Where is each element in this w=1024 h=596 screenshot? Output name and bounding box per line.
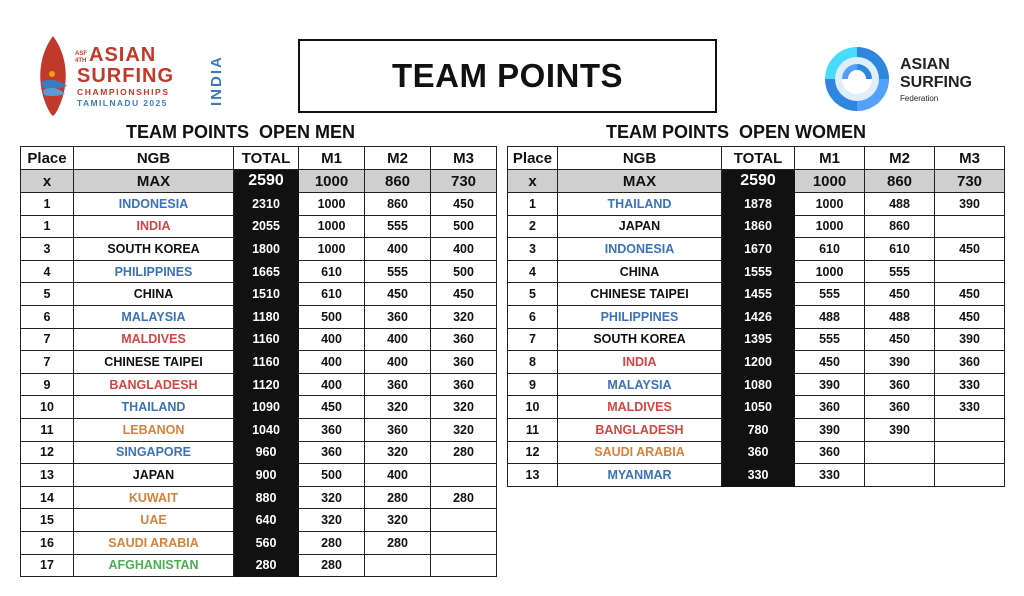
table-row — [508, 260, 1005, 283]
m2-cell: 610 — [865, 238, 935, 261]
m1-cell: 400 — [299, 373, 365, 396]
place-cell: 15 — [21, 509, 74, 532]
m2-cell: 280 — [365, 486, 431, 509]
table-row — [21, 441, 497, 464]
m1-cell: 450 — [299, 396, 365, 419]
total-cell: 1665 — [234, 260, 299, 283]
ngb-cell: SOUTH KOREA — [74, 238, 234, 261]
m3-cell — [935, 418, 1005, 441]
m1-cell: 1000 — [299, 215, 365, 238]
m3-cell — [431, 554, 497, 577]
table-row — [21, 215, 497, 238]
place-cell: 3 — [21, 238, 74, 261]
total-cell: 560 — [234, 531, 299, 554]
ngb-cell: THAILAND — [74, 396, 234, 419]
place-cell: 3 — [508, 238, 558, 261]
ngb-cell: PHILIPPINES — [558, 305, 722, 328]
ngb-cell: CHINA — [74, 283, 234, 306]
total-cell: 780 — [722, 418, 795, 441]
col-place: Place — [21, 147, 74, 170]
table-row — [21, 531, 497, 554]
m1-cell: 610 — [299, 283, 365, 306]
col-m1: M1 — [299, 147, 365, 170]
total-cell: 2310 — [234, 193, 299, 216]
place-cell: 11 — [508, 418, 558, 441]
ngb-cell: MALAYSIA — [558, 373, 722, 396]
col-m3: M3 — [431, 147, 497, 170]
m2-cell: 488 — [865, 193, 935, 216]
total-cell: 960 — [234, 441, 299, 464]
m3-cell: 320 — [431, 305, 497, 328]
total-cell: 1426 — [722, 305, 795, 328]
m2-cell: 360 — [365, 418, 431, 441]
logo-asf: ASF — [75, 51, 87, 57]
max-m1: 1000 — [795, 170, 865, 193]
total-cell: 1200 — [722, 351, 795, 374]
women-table — [507, 146, 1005, 487]
title-box — [298, 39, 717, 113]
m1-cell: 488 — [795, 305, 865, 328]
ngb-cell: BANGLADESH — [74, 373, 234, 396]
max-total: 2590 — [234, 170, 299, 193]
logo-line2: SURFING — [77, 65, 174, 87]
table-row — [21, 418, 497, 441]
ngb-cell: SINGAPORE — [74, 441, 234, 464]
table-row — [21, 305, 497, 328]
m2-cell: 860 — [865, 215, 935, 238]
table-row — [508, 464, 1005, 487]
m1-cell: 400 — [299, 328, 365, 351]
surfboard-icon — [33, 34, 73, 118]
max-place: x — [21, 170, 74, 193]
m3-cell: 390 — [935, 328, 1005, 351]
m3-cell: 360 — [935, 351, 1005, 374]
logo-edition: 4TH — [75, 58, 87, 64]
total-cell: 900 — [234, 464, 299, 487]
m3-cell: 360 — [431, 351, 497, 374]
m3-cell: 360 — [431, 373, 497, 396]
m1-cell: 330 — [795, 464, 865, 487]
men-rows — [21, 193, 497, 577]
m3-cell — [431, 531, 497, 554]
m1-cell: 280 — [299, 554, 365, 577]
total-cell: 1090 — [234, 396, 299, 419]
men-heading: TEAM POINTS OPEN MEN — [126, 122, 356, 142]
m3-cell: 360 — [431, 328, 497, 351]
total-cell: 1040 — [234, 418, 299, 441]
table-row — [21, 509, 497, 532]
m3-cell: 450 — [935, 238, 1005, 261]
max-m2: 860 — [865, 170, 935, 193]
col-ngb: NGB — [558, 147, 722, 170]
ngb-cell: SAUDI ARABIA — [558, 441, 722, 464]
table-row — [21, 351, 497, 374]
place-cell: 11 — [21, 418, 74, 441]
max-place: x — [508, 170, 558, 193]
logo-vertical-text: INDIA — [208, 55, 225, 106]
m1-cell: 320 — [299, 486, 365, 509]
logo-line3: CHAMPIONSHIPS — [77, 87, 170, 97]
total-cell: 1800 — [234, 238, 299, 261]
m3-cell: 450 — [935, 283, 1005, 306]
total-cell: 1050 — [722, 396, 795, 419]
m3-cell — [935, 464, 1005, 487]
total-cell: 330 — [722, 464, 795, 487]
m2-cell: 450 — [365, 283, 431, 306]
table-row — [21, 486, 497, 509]
m1-cell: 400 — [299, 351, 365, 374]
max-label: MAX — [558, 170, 722, 193]
place-cell: 13 — [508, 464, 558, 487]
m1-cell: 280 — [299, 531, 365, 554]
total-cell: 2055 — [234, 215, 299, 238]
total-cell: 640 — [234, 509, 299, 532]
m3-cell: 280 — [431, 486, 497, 509]
m1-cell: 610 — [299, 260, 365, 283]
m1-cell: 1000 — [795, 260, 865, 283]
table-row — [21, 193, 497, 216]
m2-cell: 488 — [865, 305, 935, 328]
place-cell: 9 — [508, 373, 558, 396]
m1-cell: 1000 — [795, 215, 865, 238]
ngb-cell: BANGLADESH — [558, 418, 722, 441]
m1-cell: 450 — [795, 351, 865, 374]
m3-cell — [935, 260, 1005, 283]
place-cell: 6 — [508, 305, 558, 328]
m2-cell: 450 — [865, 283, 935, 306]
m1-cell: 1000 — [795, 193, 865, 216]
m1-cell: 610 — [795, 238, 865, 261]
ngb-cell: SAUDI ARABIA — [74, 531, 234, 554]
m1-cell: 360 — [795, 396, 865, 419]
federation-line3: Federation — [900, 94, 939, 103]
col-ngb: NGB — [74, 147, 234, 170]
total-cell: 1080 — [722, 373, 795, 396]
place-cell: 5 — [21, 283, 74, 306]
m3-cell — [935, 215, 1005, 238]
m2-cell: 390 — [865, 351, 935, 374]
col-m3: M3 — [935, 147, 1005, 170]
place-cell: 4 — [21, 260, 74, 283]
total-cell: 1160 — [234, 328, 299, 351]
table-row — [508, 328, 1005, 351]
m1-cell: 555 — [795, 328, 865, 351]
m1-cell: 500 — [299, 464, 365, 487]
place-cell: 14 — [21, 486, 74, 509]
m3-cell: 500 — [431, 260, 497, 283]
place-cell: 9 — [21, 373, 74, 396]
logo-vertical — [208, 44, 224, 104]
m2-cell: 320 — [365, 396, 431, 419]
m1-cell: 1000 — [299, 193, 365, 216]
table-row — [21, 328, 497, 351]
table-row — [508, 441, 1005, 464]
place-cell: 17 — [21, 554, 74, 577]
m2-cell — [365, 554, 431, 577]
championship-logo — [33, 30, 225, 122]
table-row — [21, 373, 497, 396]
place-cell: 1 — [21, 193, 74, 216]
m2-cell: 360 — [365, 305, 431, 328]
col-total: TOTAL — [234, 147, 299, 170]
total-cell: 1878 — [722, 193, 795, 216]
m2-cell — [865, 464, 935, 487]
col-m2: M2 — [365, 147, 431, 170]
m3-cell: 320 — [431, 396, 497, 419]
table-row — [508, 238, 1005, 261]
women-rows — [508, 193, 1005, 487]
place-cell: 10 — [21, 396, 74, 419]
m3-cell: 450 — [431, 193, 497, 216]
m2-cell: 400 — [365, 464, 431, 487]
m2-cell: 555 — [365, 215, 431, 238]
ngb-cell: JAPAN — [74, 464, 234, 487]
table-row — [21, 554, 497, 577]
logo-line1: ASIAN — [89, 44, 157, 66]
header-row — [508, 147, 1005, 170]
table-row — [508, 215, 1005, 238]
table-row — [21, 238, 497, 261]
table-row — [21, 396, 497, 419]
table-row — [508, 193, 1005, 216]
m2-cell: 360 — [865, 373, 935, 396]
max-m2: 860 — [365, 170, 431, 193]
table-row — [508, 418, 1005, 441]
col-place: Place — [508, 147, 558, 170]
place-cell: 10 — [508, 396, 558, 419]
place-cell: 7 — [508, 328, 558, 351]
m3-cell: 450 — [431, 283, 497, 306]
table-row — [21, 283, 497, 306]
m2-cell: 555 — [865, 260, 935, 283]
col-m2: M2 — [865, 147, 935, 170]
place-cell: 4 — [508, 260, 558, 283]
m1-cell: 390 — [795, 373, 865, 396]
header-row — [21, 147, 497, 170]
m1-cell: 360 — [795, 441, 865, 464]
total-cell: 1510 — [234, 283, 299, 306]
total-cell: 1120 — [234, 373, 299, 396]
m3-cell: 330 — [935, 396, 1005, 419]
m2-cell: 320 — [365, 509, 431, 532]
m1-cell: 360 — [299, 418, 365, 441]
ngb-cell: AFGHANISTAN — [74, 554, 234, 577]
m2-cell: 860 — [365, 193, 431, 216]
ngb-cell: SOUTH KOREA — [558, 328, 722, 351]
m2-cell: 360 — [365, 373, 431, 396]
place-cell: 5 — [508, 283, 558, 306]
max-m1: 1000 — [299, 170, 365, 193]
table-row — [508, 373, 1005, 396]
table-row — [508, 283, 1005, 306]
ngb-cell: UAE — [74, 509, 234, 532]
m1-cell: 1000 — [299, 238, 365, 261]
m2-cell: 400 — [365, 328, 431, 351]
m1-cell: 320 — [299, 509, 365, 532]
place-cell: 1 — [21, 215, 74, 238]
ngb-cell: CHINESE TAIPEI — [74, 351, 234, 374]
place-cell: 16 — [21, 531, 74, 554]
ngb-cell: MALDIVES — [558, 396, 722, 419]
place-cell: 7 — [21, 328, 74, 351]
col-total: TOTAL — [722, 147, 795, 170]
m1-cell: 360 — [299, 441, 365, 464]
m3-cell: 280 — [431, 441, 497, 464]
m3-cell: 330 — [935, 373, 1005, 396]
total-cell: 1395 — [722, 328, 795, 351]
place-cell: 12 — [21, 441, 74, 464]
m2-cell: 390 — [865, 418, 935, 441]
total-cell: 1555 — [722, 260, 795, 283]
ngb-cell: JAPAN — [558, 215, 722, 238]
place-cell: 13 — [21, 464, 74, 487]
col-m1: M1 — [795, 147, 865, 170]
m2-cell: 400 — [365, 351, 431, 374]
m2-cell: 450 — [865, 328, 935, 351]
total-cell: 1860 — [722, 215, 795, 238]
federation-line2: SURFING — [900, 74, 972, 91]
max-row — [508, 170, 1005, 193]
logo-line4: TAMILNADU 2025 — [77, 98, 168, 108]
m3-cell: 320 — [431, 418, 497, 441]
m3-cell: 390 — [935, 193, 1005, 216]
page-title: TEAM POINTS — [391, 57, 623, 94]
ngb-cell: MYANMAR — [558, 464, 722, 487]
m3-cell: 450 — [935, 305, 1005, 328]
m1-cell: 390 — [795, 418, 865, 441]
ngb-cell: INDIA — [74, 215, 234, 238]
m2-cell: 320 — [365, 441, 431, 464]
m3-cell — [431, 464, 497, 487]
max-m3: 730 — [431, 170, 497, 193]
federation-line1: ASIAN — [900, 56, 950, 73]
max-total: 2590 — [722, 170, 795, 193]
total-cell: 1455 — [722, 283, 795, 306]
ngb-cell: INDONESIA — [558, 238, 722, 261]
m3-cell — [431, 509, 497, 532]
m2-cell — [865, 441, 935, 464]
place-cell: 7 — [21, 351, 74, 374]
total-cell: 360 — [722, 441, 795, 464]
m1-cell: 500 — [299, 305, 365, 328]
federation-logo — [822, 44, 997, 114]
m2-cell: 555 — [365, 260, 431, 283]
table-row — [508, 351, 1005, 374]
table-row — [21, 260, 497, 283]
wave-spiral-icon — [822, 44, 892, 114]
table-row — [508, 305, 1005, 328]
m3-cell — [935, 441, 1005, 464]
logo-small-text — [75, 51, 87, 65]
m3-cell: 400 — [431, 238, 497, 261]
ngb-cell: THAILAND — [558, 193, 722, 216]
max-label: MAX — [74, 170, 234, 193]
total-cell: 280 — [234, 554, 299, 577]
m2-cell: 360 — [865, 396, 935, 419]
total-cell: 1160 — [234, 351, 299, 374]
total-cell: 880 — [234, 486, 299, 509]
max-row — [21, 170, 497, 193]
ngb-cell: MALAYSIA — [74, 305, 234, 328]
ngb-cell: CHINA — [558, 260, 722, 283]
table-row — [21, 464, 497, 487]
ngb-cell: MALDIVES — [74, 328, 234, 351]
m2-cell: 400 — [365, 238, 431, 261]
ngb-cell: KUWAIT — [74, 486, 234, 509]
women-heading: TEAM POINTS OPEN WOMEN — [606, 122, 867, 142]
max-m3: 730 — [935, 170, 1005, 193]
ngb-cell: CHINESE TAIPEI — [558, 283, 722, 306]
place-cell: 12 — [508, 441, 558, 464]
place-cell: 1 — [508, 193, 558, 216]
ngb-cell: INDIA — [558, 351, 722, 374]
place-cell: 2 — [508, 215, 558, 238]
table-row — [508, 396, 1005, 419]
total-cell: 1180 — [234, 305, 299, 328]
place-cell: 6 — [21, 305, 74, 328]
m1-cell: 555 — [795, 283, 865, 306]
ngb-cell: PHILIPPINES — [74, 260, 234, 283]
m2-cell: 280 — [365, 531, 431, 554]
ngb-cell: LEBANON — [74, 418, 234, 441]
place-cell: 8 — [508, 351, 558, 374]
ngb-cell: INDONESIA — [74, 193, 234, 216]
m3-cell: 500 — [431, 215, 497, 238]
men-table — [20, 146, 497, 577]
total-cell: 1670 — [722, 238, 795, 261]
